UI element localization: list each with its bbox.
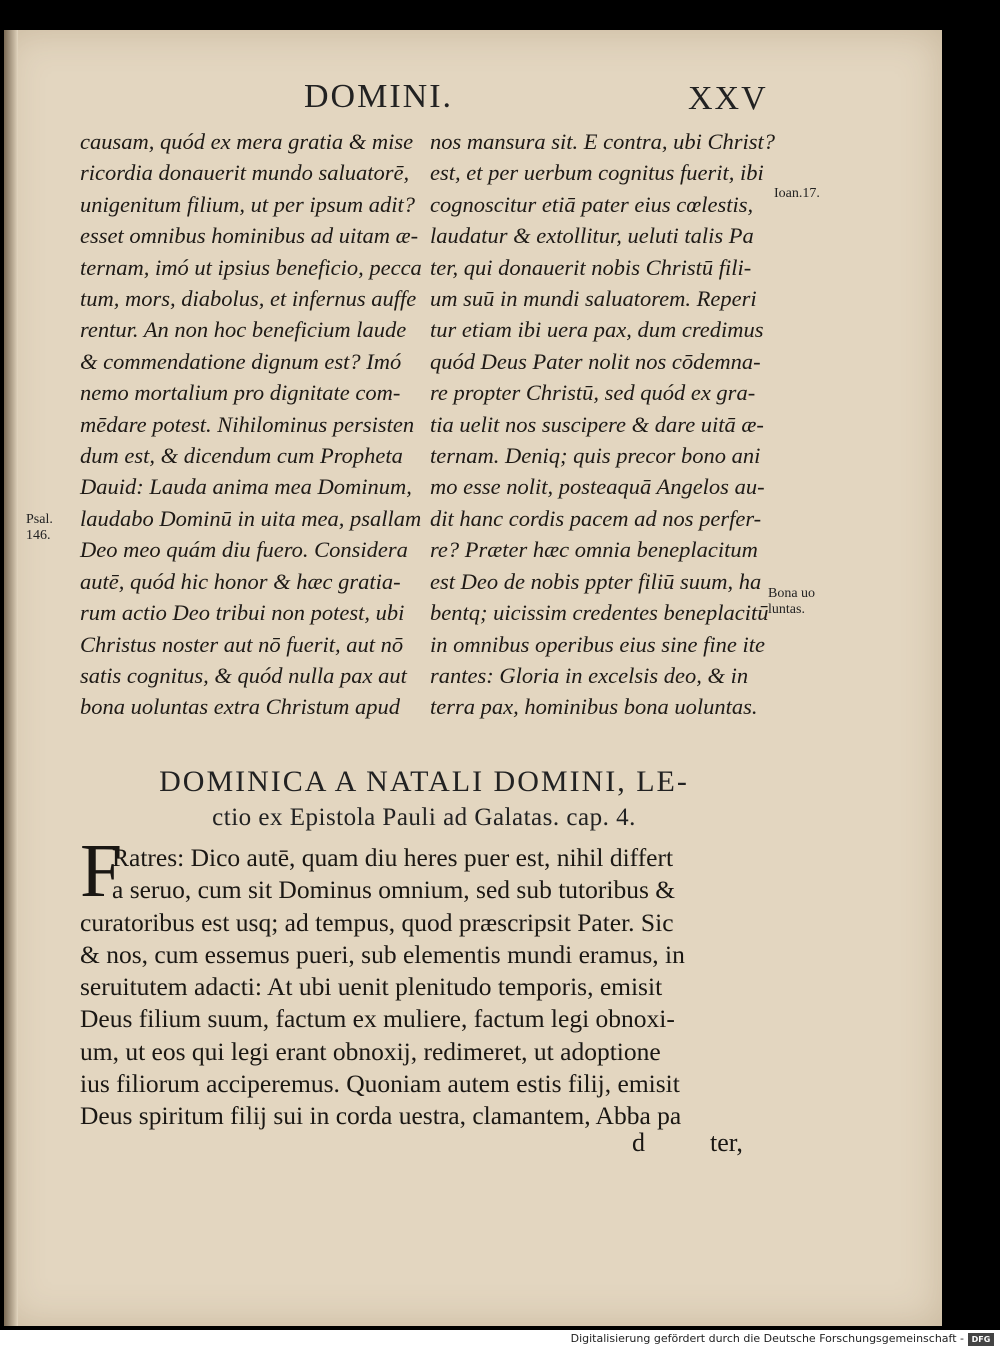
right-line: rantes: Gloria in excelsis deo, & in [430, 662, 749, 688]
margin-note-ioan: Ioan.17. [774, 186, 820, 201]
left-line: autē, quód hic honor & hæc gratia- [80, 568, 401, 594]
right-line: in omnibus operibus eius sine fine ite [430, 631, 765, 657]
left-line: ternam, imó ut ipsius beneficio, pecca [80, 254, 422, 280]
running-head: DOMINI. [304, 78, 454, 115]
right-line: tia uelit nos suscipere & dare uitā æ- [430, 411, 764, 437]
left-column [80, 126, 422, 723]
book-page [4, 30, 942, 1326]
left-line: esset omnibus hominibus ad uitam æ- [80, 223, 419, 249]
right-line: quód Deus Pater nolit nos cōdemna- [430, 348, 761, 374]
left-line: tum, mors, diabolus, et infernus auffe [80, 286, 417, 312]
signature-mark: d [632, 1128, 645, 1157]
left-line: unigenitum filium, ut per ipsum adit? [80, 191, 415, 217]
left-line: Deo meo quám diu fuero. Considera [80, 537, 408, 563]
left-line: laudabo Dominū in uita mea, psallam [80, 505, 422, 531]
body-line: um, ut eos qui legi erant obnoxij, redimeret, ut adoptione [80, 1036, 661, 1066]
dfg-logo-icon: DFG [968, 1333, 994, 1346]
right-line: laudatur & extollitur, ueluti talis Pa [430, 223, 754, 249]
right-line: cognoscitur etiā pater eius cœlestis, [430, 191, 754, 217]
margin-note-psal-line2: 146. [26, 528, 51, 543]
page-spine [4, 30, 18, 1326]
footer-bar [0, 1330, 1000, 1349]
left-line: rentur. An non hoc beneficium laude [80, 317, 407, 343]
right-line: bentq; uicissim credentes beneplacitū [430, 600, 769, 626]
left-line: Dauid: Lauda anima mea Dominum, [80, 474, 412, 500]
left-line: bona uoluntas extra Christum apud [80, 694, 401, 720]
footer-credit: Digitalisierung gefördert durch die Deutsche Forschungsgemeinschaft - [570, 1332, 964, 1345]
right-line: re? Præter hæc omnia beneplacitum [430, 537, 758, 563]
right-line: mo esse nolit, posteaquā Angelos au- [430, 474, 765, 500]
margin-note-bona-line1: Bona uo [768, 586, 816, 601]
catchword: ter, [710, 1128, 743, 1157]
left-line: ricordia donauerit mundo saluatorē, [80, 160, 410, 186]
body-line: & nos, cum essemus pueri, sub elementis mundi eramus, in [80, 939, 685, 969]
left-line: dum est, & dicendum cum Propheta [80, 443, 403, 469]
right-line: terra pax, hominibus bona uoluntas. [430, 694, 758, 720]
body-line: Ratres: Dico autē, quam diu heres puer est, nihil differt [112, 843, 674, 872]
right-line: est, et per uerbum cognitus fuerit, ibi [430, 160, 764, 186]
left-line: mēdare potest. Nihilominus persisten [80, 411, 415, 437]
margin-note-bona-uoluntas [768, 586, 815, 618]
left-line: & commendatione dignum est? Imó [80, 348, 402, 374]
body-line: Deus filium suum, factum ex muliere, factum legi obnoxi- [80, 1004, 675, 1034]
right-line: ternam. Deniq; quis precor bono ani [430, 443, 761, 469]
body-line: Deus spiritum filij sui in corda uestra, clamantem, Abba pa [80, 1101, 682, 1131]
section-heading-line2: ctio ex Epistola Pauli ad Galatas. cap. 4. [212, 804, 636, 831]
body-line: a seruo, cum sit Dominus omnium, sed sub tutoribus & [112, 875, 676, 905]
right-line: nos mansura sit. E contra, ubi Christ? [430, 129, 776, 154]
right-line: tur etiam ibi uera pax, dum credimus [430, 317, 764, 343]
left-line: Christus noster aut nō fuerit, aut nō [80, 631, 404, 657]
drop-cap: F [80, 829, 123, 913]
margin-note-psal-line1: Psal. [26, 512, 53, 527]
body-text [80, 842, 770, 1133]
left-line: rum actio Deo tribui non potest, ubi [80, 600, 405, 626]
right-column [430, 126, 776, 723]
left-line: causam, quód ex mera gratia & mise [80, 129, 414, 154]
right-line: um suū in mundi saluatorem. Reperi [430, 286, 757, 312]
right-line: dit hanc cordis pacem ad nos perfer- [430, 505, 762, 531]
body-line: ius filiorum acciperemus. Quoniam autem estis filij, emisit [80, 1069, 680, 1099]
right-line: ter, qui donauerit nobis Christū fili- [430, 254, 752, 280]
body-line: seruitutem adacti: At ubi uenit plenitudo temporis, emisit [80, 972, 663, 1002]
section-heading-line1: DOMINICA A NATALI DOMINI, LE- [159, 765, 689, 798]
folio-number: XXV [688, 80, 768, 117]
section-heading [94, 764, 754, 836]
left-line: nemo mortalium pro dignitate com- [80, 380, 401, 406]
margin-note-psal [26, 512, 53, 544]
right-line: est Deo de nobis ppter filiū suum, ha [430, 568, 762, 594]
body-line: curatoribus est usq; ad tempus, quod præscripsit Pater. Sic [80, 907, 674, 937]
left-line: satis cognitus, & quód nulla pax aut [80, 662, 407, 688]
right-line: re propter Christū, sed quód ex gra- [430, 380, 756, 406]
margin-note-bona-line2: luntas. [768, 602, 805, 617]
